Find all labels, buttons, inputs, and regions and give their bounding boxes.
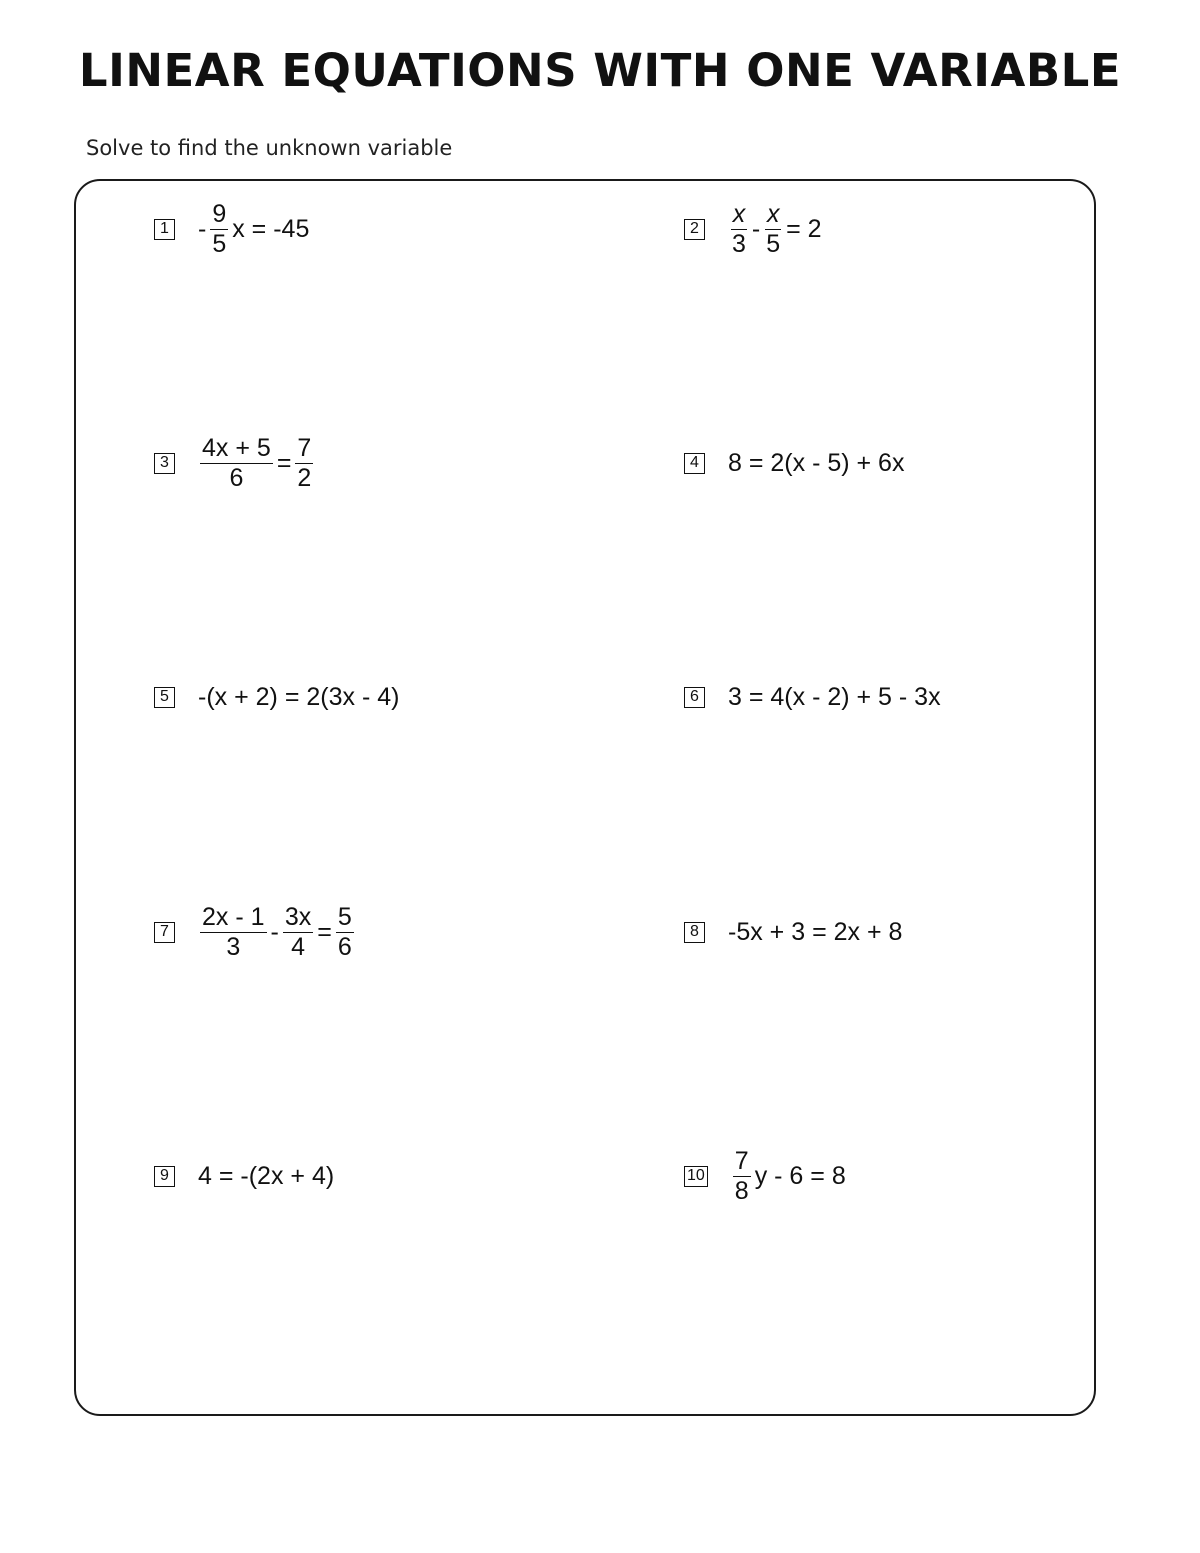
problem-6 (684, 662, 942, 732)
fraction-denominator: 6 (229, 463, 244, 492)
fraction (283, 904, 313, 960)
operator: = (317, 917, 332, 946)
fraction (733, 1148, 751, 1204)
fraction-numerator: x (766, 200, 780, 229)
instructions: Solve to find the unknown variable (86, 136, 453, 160)
fraction-numerator: 3x (284, 903, 312, 932)
fraction-denominator: 3 (732, 229, 746, 258)
problem-number: 9 (154, 1166, 175, 1187)
equation-suffix: = 2 (786, 214, 822, 243)
problem-8 (684, 897, 903, 967)
fraction-numerator: 4x + 5 (202, 434, 271, 463)
fraction-denominator: 6 (337, 932, 352, 961)
problem-number: 5 (154, 687, 175, 708)
problem-number: 2 (684, 219, 705, 240)
fraction-denominator: 2 (297, 463, 312, 492)
problem-panel (74, 179, 1096, 1416)
equation (197, 904, 357, 960)
problem-2 (684, 194, 823, 264)
operator: = (276, 448, 292, 477)
fraction (336, 904, 354, 960)
problem-number: 1 (154, 219, 175, 240)
problem-3 (154, 428, 316, 498)
problem-number: 8 (684, 922, 705, 943)
fraction (200, 904, 267, 960)
equation-prefix: - (198, 214, 207, 243)
problem-9 (154, 1141, 335, 1211)
equation-suffix: x = -45 (232, 214, 310, 243)
fraction (730, 201, 748, 257)
operator: - (270, 917, 279, 946)
fraction (200, 435, 273, 491)
fraction-denominator: 4 (291, 932, 306, 961)
equation: 4 = -(2x + 4) (198, 1161, 335, 1190)
problem-number: 4 (684, 453, 705, 474)
fraction (764, 201, 782, 257)
equation: -5x + 3 = 2x + 8 (728, 917, 903, 946)
fraction-numerator: 7 (734, 1147, 749, 1176)
problem-1 (154, 194, 310, 264)
problem-number: 6 (684, 687, 705, 708)
equation: 3 = 4(x - 2) + 5 - 3x (728, 682, 941, 711)
fraction-numerator: 9 (212, 200, 227, 229)
equation (197, 435, 316, 491)
fraction (210, 201, 228, 257)
problem-number: 10 (684, 1166, 708, 1187)
equation (197, 201, 310, 257)
problem-number: 3 (154, 453, 175, 474)
equation (730, 1148, 847, 1204)
problem-7 (154, 897, 357, 967)
operator: - (751, 214, 761, 243)
equation (727, 201, 823, 257)
fraction-numerator: 2x - 1 (202, 903, 265, 932)
problem-4 (684, 428, 905, 498)
equation: 8 = 2(x - 5) + 6x (728, 448, 905, 477)
page-title: LINEAR EQUATIONS WITH ONE VARIABLE (78, 44, 1122, 97)
fraction-denominator: 5 (212, 229, 227, 258)
fraction-numerator: 7 (297, 434, 312, 463)
equation: -(x + 2) = 2(3x - 4) (198, 682, 400, 711)
problem-5 (154, 662, 400, 732)
fraction-denominator: 3 (226, 932, 241, 961)
fraction-numerator: 5 (337, 903, 352, 932)
problem-10 (684, 1141, 847, 1211)
equation-suffix: y - 6 = 8 (754, 1161, 846, 1190)
fraction-denominator: 8 (734, 1176, 749, 1205)
problem-number: 7 (154, 922, 175, 943)
fraction-denominator: 5 (766, 229, 781, 258)
fraction-numerator: x (732, 200, 746, 229)
fraction (295, 435, 313, 491)
